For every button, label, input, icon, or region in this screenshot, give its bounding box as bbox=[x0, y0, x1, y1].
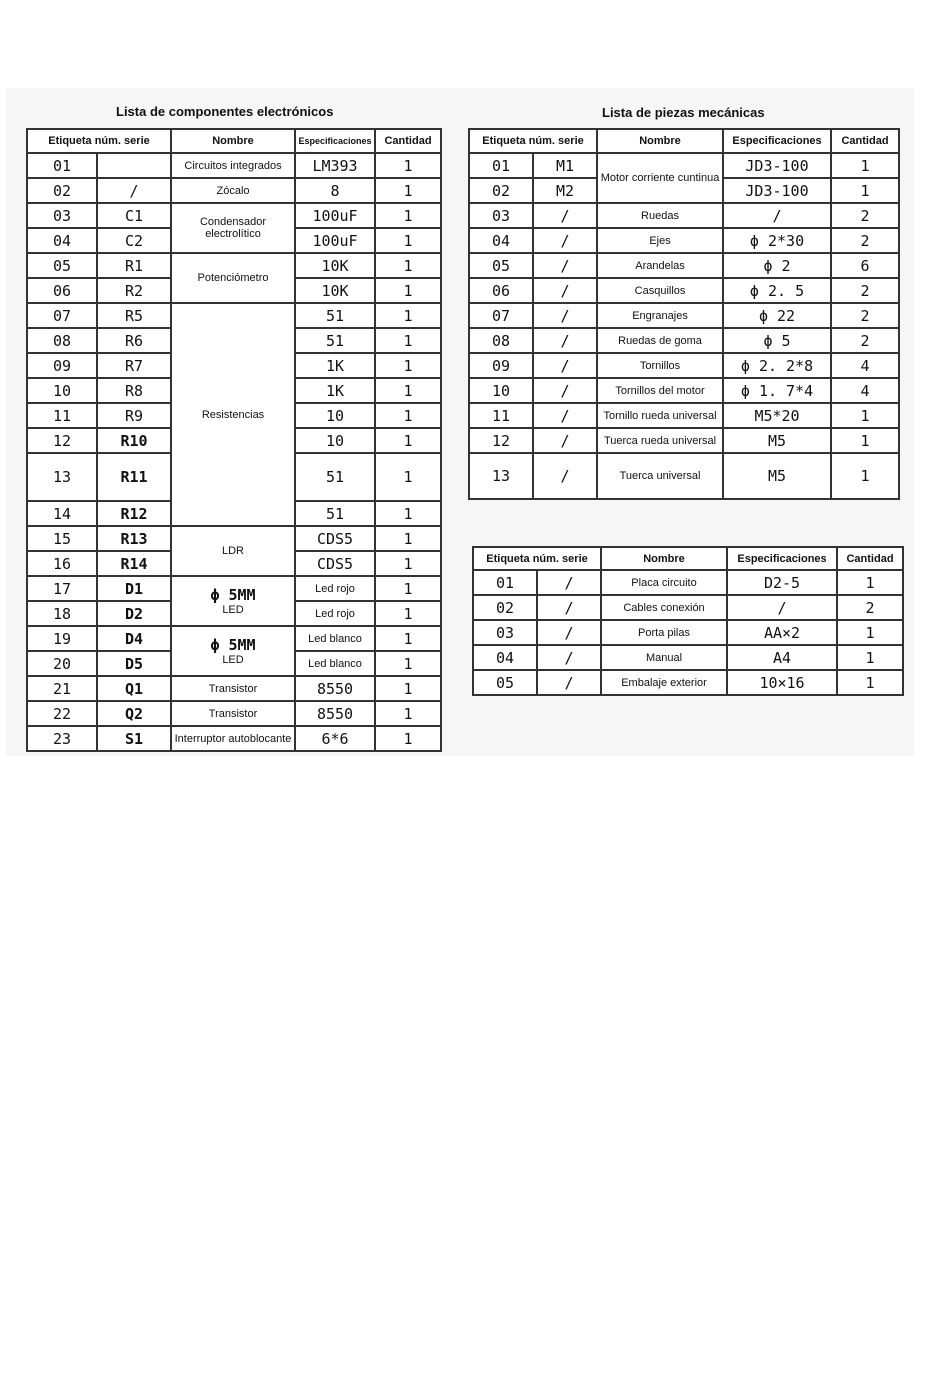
row-code: D4 bbox=[97, 626, 171, 651]
row-number: 19 bbox=[27, 626, 97, 651]
col-header-qty: Cantidad bbox=[831, 129, 899, 153]
table-row bbox=[27, 626, 441, 651]
col-header-qty: Cantidad bbox=[837, 547, 903, 570]
row-spec: ϕ 2 bbox=[723, 253, 831, 278]
row-qty: 1 bbox=[375, 403, 441, 428]
row-number: 20 bbox=[27, 651, 97, 676]
electronic-components-table bbox=[26, 128, 442, 752]
table-row bbox=[27, 203, 441, 228]
other-parts-table bbox=[472, 546, 904, 696]
row-code bbox=[97, 153, 171, 178]
col-header-qty: Cantidad bbox=[375, 129, 441, 153]
row-number: 10 bbox=[469, 378, 533, 403]
row-spec: ϕ 5 bbox=[723, 328, 831, 353]
table-row bbox=[473, 620, 903, 645]
col-header-spec: Especificaciones bbox=[295, 129, 375, 153]
col-header-name: Nombre bbox=[171, 129, 295, 153]
row-code: / bbox=[97, 178, 171, 203]
row-qty: 1 bbox=[375, 353, 441, 378]
table-row bbox=[469, 278, 899, 303]
col-header-label: Etiqueta núm. serie bbox=[27, 129, 171, 153]
row-qty: 2 bbox=[831, 228, 899, 253]
led-name: LED bbox=[222, 604, 244, 616]
row-spec: CDS5 bbox=[295, 526, 375, 551]
row-qty: 2 bbox=[831, 303, 899, 328]
table-row bbox=[469, 403, 899, 428]
table-row bbox=[473, 570, 903, 595]
row-qty: 6 bbox=[831, 253, 899, 278]
row-qty: 1 bbox=[375, 576, 441, 601]
row-code: R10 bbox=[97, 428, 171, 453]
col-header-label: Etiqueta núm. serie bbox=[473, 547, 601, 570]
row-qty: 2 bbox=[837, 595, 903, 620]
row-spec: 100uF bbox=[295, 203, 375, 228]
col-header-spec: Especificaciones bbox=[727, 547, 837, 570]
row-name: Circuitos integrados bbox=[171, 153, 295, 178]
row-spec: JD3-100 bbox=[723, 178, 831, 203]
mechanical-parts-table bbox=[468, 128, 900, 500]
row-code: / bbox=[533, 378, 597, 403]
row-code: S1 bbox=[97, 726, 171, 751]
row-spec: 100uF bbox=[295, 228, 375, 253]
row-code: Q1 bbox=[97, 676, 171, 701]
table-row bbox=[27, 526, 441, 551]
row-number: 07 bbox=[469, 303, 533, 328]
row-name: Casquillos bbox=[597, 278, 723, 303]
row-code: M2 bbox=[533, 178, 597, 203]
row-code: / bbox=[533, 278, 597, 303]
row-number: 11 bbox=[469, 403, 533, 428]
row-qty: 1 bbox=[831, 403, 899, 428]
row-qty: 1 bbox=[375, 676, 441, 701]
row-code: / bbox=[533, 428, 597, 453]
row-qty: 1 bbox=[375, 178, 441, 203]
row-spec: 8 bbox=[295, 178, 375, 203]
table-row bbox=[27, 576, 441, 601]
row-spec: M5*20 bbox=[723, 403, 831, 428]
row-spec: D2-5 bbox=[727, 570, 837, 595]
table-row bbox=[27, 178, 441, 203]
row-code: / bbox=[533, 228, 597, 253]
table-row bbox=[473, 645, 903, 670]
row-spec: ϕ 2. 5 bbox=[723, 278, 831, 303]
row-number: 05 bbox=[27, 253, 97, 278]
row-number: 05 bbox=[469, 253, 533, 278]
row-name-led bbox=[171, 576, 295, 626]
row-qty: 1 bbox=[375, 328, 441, 353]
row-number: 18 bbox=[27, 601, 97, 626]
row-name: Motor corriente cuntinua bbox=[597, 153, 723, 203]
col-header-label: Etiqueta núm. serie bbox=[469, 129, 597, 153]
row-spec: Led rojo bbox=[295, 576, 375, 601]
row-name: Interruptor autoblocante bbox=[171, 726, 295, 751]
row-number: 06 bbox=[27, 278, 97, 303]
row-number: 06 bbox=[469, 278, 533, 303]
row-qty: 1 bbox=[375, 526, 441, 551]
table-row bbox=[473, 595, 903, 620]
row-qty: 4 bbox=[831, 353, 899, 378]
table-row bbox=[469, 378, 899, 403]
row-name: Arandelas bbox=[597, 253, 723, 278]
row-number: 11 bbox=[27, 403, 97, 428]
row-number: 01 bbox=[469, 153, 533, 178]
row-name: Transistor bbox=[171, 676, 295, 701]
row-qty: 1 bbox=[837, 670, 903, 695]
row-code: Q2 bbox=[97, 701, 171, 726]
row-name: LDR bbox=[171, 526, 295, 576]
row-qty: 1 bbox=[375, 651, 441, 676]
row-qty: 1 bbox=[375, 626, 441, 651]
row-qty: 1 bbox=[375, 501, 441, 526]
row-spec: CDS5 bbox=[295, 551, 375, 576]
col-header-name: Nombre bbox=[597, 129, 723, 153]
row-name: Tuerca rueda universal bbox=[597, 428, 723, 453]
row-code: / bbox=[533, 203, 597, 228]
row-code: C2 bbox=[97, 228, 171, 253]
table-row bbox=[27, 253, 441, 278]
row-code: / bbox=[533, 303, 597, 328]
row-name: Condensador electrolítico bbox=[171, 203, 295, 253]
row-qty: 1 bbox=[375, 453, 441, 501]
table-row bbox=[473, 670, 903, 695]
row-name: Ruedas bbox=[597, 203, 723, 228]
led-size: ϕ 5MM bbox=[210, 636, 256, 654]
row-number: 02 bbox=[473, 595, 537, 620]
row-spec: 8550 bbox=[295, 676, 375, 701]
led-name: LED bbox=[222, 654, 244, 666]
row-number: 13 bbox=[469, 453, 533, 499]
row-qty: 1 bbox=[375, 228, 441, 253]
row-spec: A4 bbox=[727, 645, 837, 670]
row-number: 08 bbox=[27, 328, 97, 353]
row-name: Resistencias bbox=[171, 303, 295, 526]
row-qty: 2 bbox=[831, 278, 899, 303]
row-number: 09 bbox=[27, 353, 97, 378]
row-qty: 1 bbox=[375, 551, 441, 576]
row-qty: 1 bbox=[375, 378, 441, 403]
table-row bbox=[469, 353, 899, 378]
table-row bbox=[469, 453, 899, 499]
row-spec: 10×16 bbox=[727, 670, 837, 695]
table-row bbox=[469, 428, 899, 453]
row-spec: ϕ 2*30 bbox=[723, 228, 831, 253]
table-row bbox=[27, 303, 441, 328]
row-name: Tornillos del motor bbox=[597, 378, 723, 403]
row-number: 01 bbox=[27, 153, 97, 178]
row-code: D2 bbox=[97, 601, 171, 626]
row-qty: 1 bbox=[375, 701, 441, 726]
row-spec: 1K bbox=[295, 353, 375, 378]
row-number: 02 bbox=[27, 178, 97, 203]
row-name-led bbox=[171, 626, 295, 676]
row-qty: 1 bbox=[375, 253, 441, 278]
row-spec: 10 bbox=[295, 428, 375, 453]
row-number: 01 bbox=[473, 570, 537, 595]
row-name: Potenciómetro bbox=[171, 253, 295, 303]
row-number: 13 bbox=[27, 453, 97, 501]
row-code: D1 bbox=[97, 576, 171, 601]
col-header-spec: Especificaciones bbox=[723, 129, 831, 153]
row-qty: 1 bbox=[375, 601, 441, 626]
row-spec: 51 bbox=[295, 303, 375, 328]
table-row bbox=[469, 253, 899, 278]
row-code: / bbox=[533, 453, 597, 499]
row-spec: / bbox=[723, 203, 831, 228]
row-number: 17 bbox=[27, 576, 97, 601]
row-name: Manual bbox=[601, 645, 727, 670]
row-spec: 10K bbox=[295, 253, 375, 278]
row-qty: 1 bbox=[375, 428, 441, 453]
row-spec: LM393 bbox=[295, 153, 375, 178]
row-number: 02 bbox=[469, 178, 533, 203]
row-qty: 1 bbox=[837, 620, 903, 645]
row-name: Tornillo rueda universal bbox=[597, 403, 723, 428]
row-code: R11 bbox=[97, 453, 171, 501]
row-name: Ruedas de goma bbox=[597, 328, 723, 353]
row-qty: 1 bbox=[375, 153, 441, 178]
row-qty: 1 bbox=[375, 203, 441, 228]
row-spec: AA×2 bbox=[727, 620, 837, 645]
row-spec: 10 bbox=[295, 403, 375, 428]
row-name: Porta pilas bbox=[601, 620, 727, 645]
row-number: 03 bbox=[473, 620, 537, 645]
table-row bbox=[27, 726, 441, 751]
row-spec: 8550 bbox=[295, 701, 375, 726]
row-number: 22 bbox=[27, 701, 97, 726]
row-number: 21 bbox=[27, 676, 97, 701]
row-spec: Led blanco bbox=[295, 626, 375, 651]
electronic-list-title: Lista de componentes electrónicos bbox=[116, 104, 334, 119]
row-qty: 1 bbox=[375, 278, 441, 303]
row-code: R5 bbox=[97, 303, 171, 328]
row-spec: JD3-100 bbox=[723, 153, 831, 178]
row-qty: 2 bbox=[831, 328, 899, 353]
row-number: 05 bbox=[473, 670, 537, 695]
row-code: / bbox=[537, 620, 601, 645]
row-qty: 1 bbox=[831, 153, 899, 178]
row-number: 04 bbox=[469, 228, 533, 253]
row-spec: Led rojo bbox=[295, 601, 375, 626]
row-qty: 1 bbox=[375, 726, 441, 751]
row-code: / bbox=[537, 645, 601, 670]
row-code: D5 bbox=[97, 651, 171, 676]
row-spec: M5 bbox=[723, 453, 831, 499]
table-row bbox=[469, 328, 899, 353]
row-name: Ejes bbox=[597, 228, 723, 253]
row-code: R14 bbox=[97, 551, 171, 576]
row-name: Tuerca universal bbox=[597, 453, 723, 499]
row-qty: 1 bbox=[837, 645, 903, 670]
row-number: 04 bbox=[473, 645, 537, 670]
table-row bbox=[27, 676, 441, 701]
row-code: R1 bbox=[97, 253, 171, 278]
row-number: 03 bbox=[469, 203, 533, 228]
row-qty: 1 bbox=[831, 453, 899, 499]
row-spec: ϕ 1. 7*4 bbox=[723, 378, 831, 403]
row-number: 16 bbox=[27, 551, 97, 576]
row-number: 23 bbox=[27, 726, 97, 751]
row-number: 03 bbox=[27, 203, 97, 228]
row-code: / bbox=[537, 595, 601, 620]
row-number: 04 bbox=[27, 228, 97, 253]
row-qty: 1 bbox=[831, 428, 899, 453]
row-spec: Led blanco bbox=[295, 651, 375, 676]
row-spec: ϕ 2. 2*8 bbox=[723, 353, 831, 378]
row-qty: 1 bbox=[375, 303, 441, 328]
row-number: 08 bbox=[469, 328, 533, 353]
table-row bbox=[27, 153, 441, 178]
row-name: Transistor bbox=[171, 701, 295, 726]
row-name: Embalaje exterior bbox=[601, 670, 727, 695]
row-number: 10 bbox=[27, 378, 97, 403]
row-name: Tornillos bbox=[597, 353, 723, 378]
row-qty: 1 bbox=[831, 178, 899, 203]
row-code: R7 bbox=[97, 353, 171, 378]
row-code: R12 bbox=[97, 501, 171, 526]
row-code: / bbox=[533, 403, 597, 428]
col-header-name: Nombre bbox=[601, 547, 727, 570]
row-code: R2 bbox=[97, 278, 171, 303]
row-name: Zócalo bbox=[171, 178, 295, 203]
row-code: R9 bbox=[97, 403, 171, 428]
row-spec: M5 bbox=[723, 428, 831, 453]
row-spec: 51 bbox=[295, 501, 375, 526]
row-code: / bbox=[533, 253, 597, 278]
row-number: 09 bbox=[469, 353, 533, 378]
row-qty: 2 bbox=[831, 203, 899, 228]
row-code: R13 bbox=[97, 526, 171, 551]
led-size: ϕ 5MM bbox=[210, 586, 256, 604]
row-code: / bbox=[533, 328, 597, 353]
table-row bbox=[469, 153, 899, 178]
table-row bbox=[27, 701, 441, 726]
table-header-row bbox=[473, 547, 903, 570]
row-qty: 1 bbox=[837, 570, 903, 595]
row-name: Placa circuito bbox=[601, 570, 727, 595]
row-code: / bbox=[537, 570, 601, 595]
row-spec: / bbox=[727, 595, 837, 620]
table-row bbox=[469, 228, 899, 253]
row-number: 12 bbox=[27, 428, 97, 453]
row-spec: ϕ 22 bbox=[723, 303, 831, 328]
row-spec: 51 bbox=[295, 453, 375, 501]
row-number: 07 bbox=[27, 303, 97, 328]
table-header-row bbox=[27, 129, 441, 153]
row-code: / bbox=[537, 670, 601, 695]
row-number: 15 bbox=[27, 526, 97, 551]
mechanical-list-title: Lista de piezas mecánicas bbox=[602, 105, 765, 120]
row-spec: 6*6 bbox=[295, 726, 375, 751]
row-spec: 1K bbox=[295, 378, 375, 403]
row-code: R8 bbox=[97, 378, 171, 403]
row-code: R6 bbox=[97, 328, 171, 353]
row-spec: 51 bbox=[295, 328, 375, 353]
table-row bbox=[469, 303, 899, 328]
row-spec: 10K bbox=[295, 278, 375, 303]
row-name: Engranajes bbox=[597, 303, 723, 328]
table-row bbox=[469, 203, 899, 228]
row-code: M1 bbox=[533, 153, 597, 178]
row-qty: 4 bbox=[831, 378, 899, 403]
row-number: 12 bbox=[469, 428, 533, 453]
row-code: / bbox=[533, 353, 597, 378]
row-name: Cables conexión bbox=[601, 595, 727, 620]
row-code: C1 bbox=[97, 203, 171, 228]
row-number: 14 bbox=[27, 501, 97, 526]
table-header-row bbox=[469, 129, 899, 153]
